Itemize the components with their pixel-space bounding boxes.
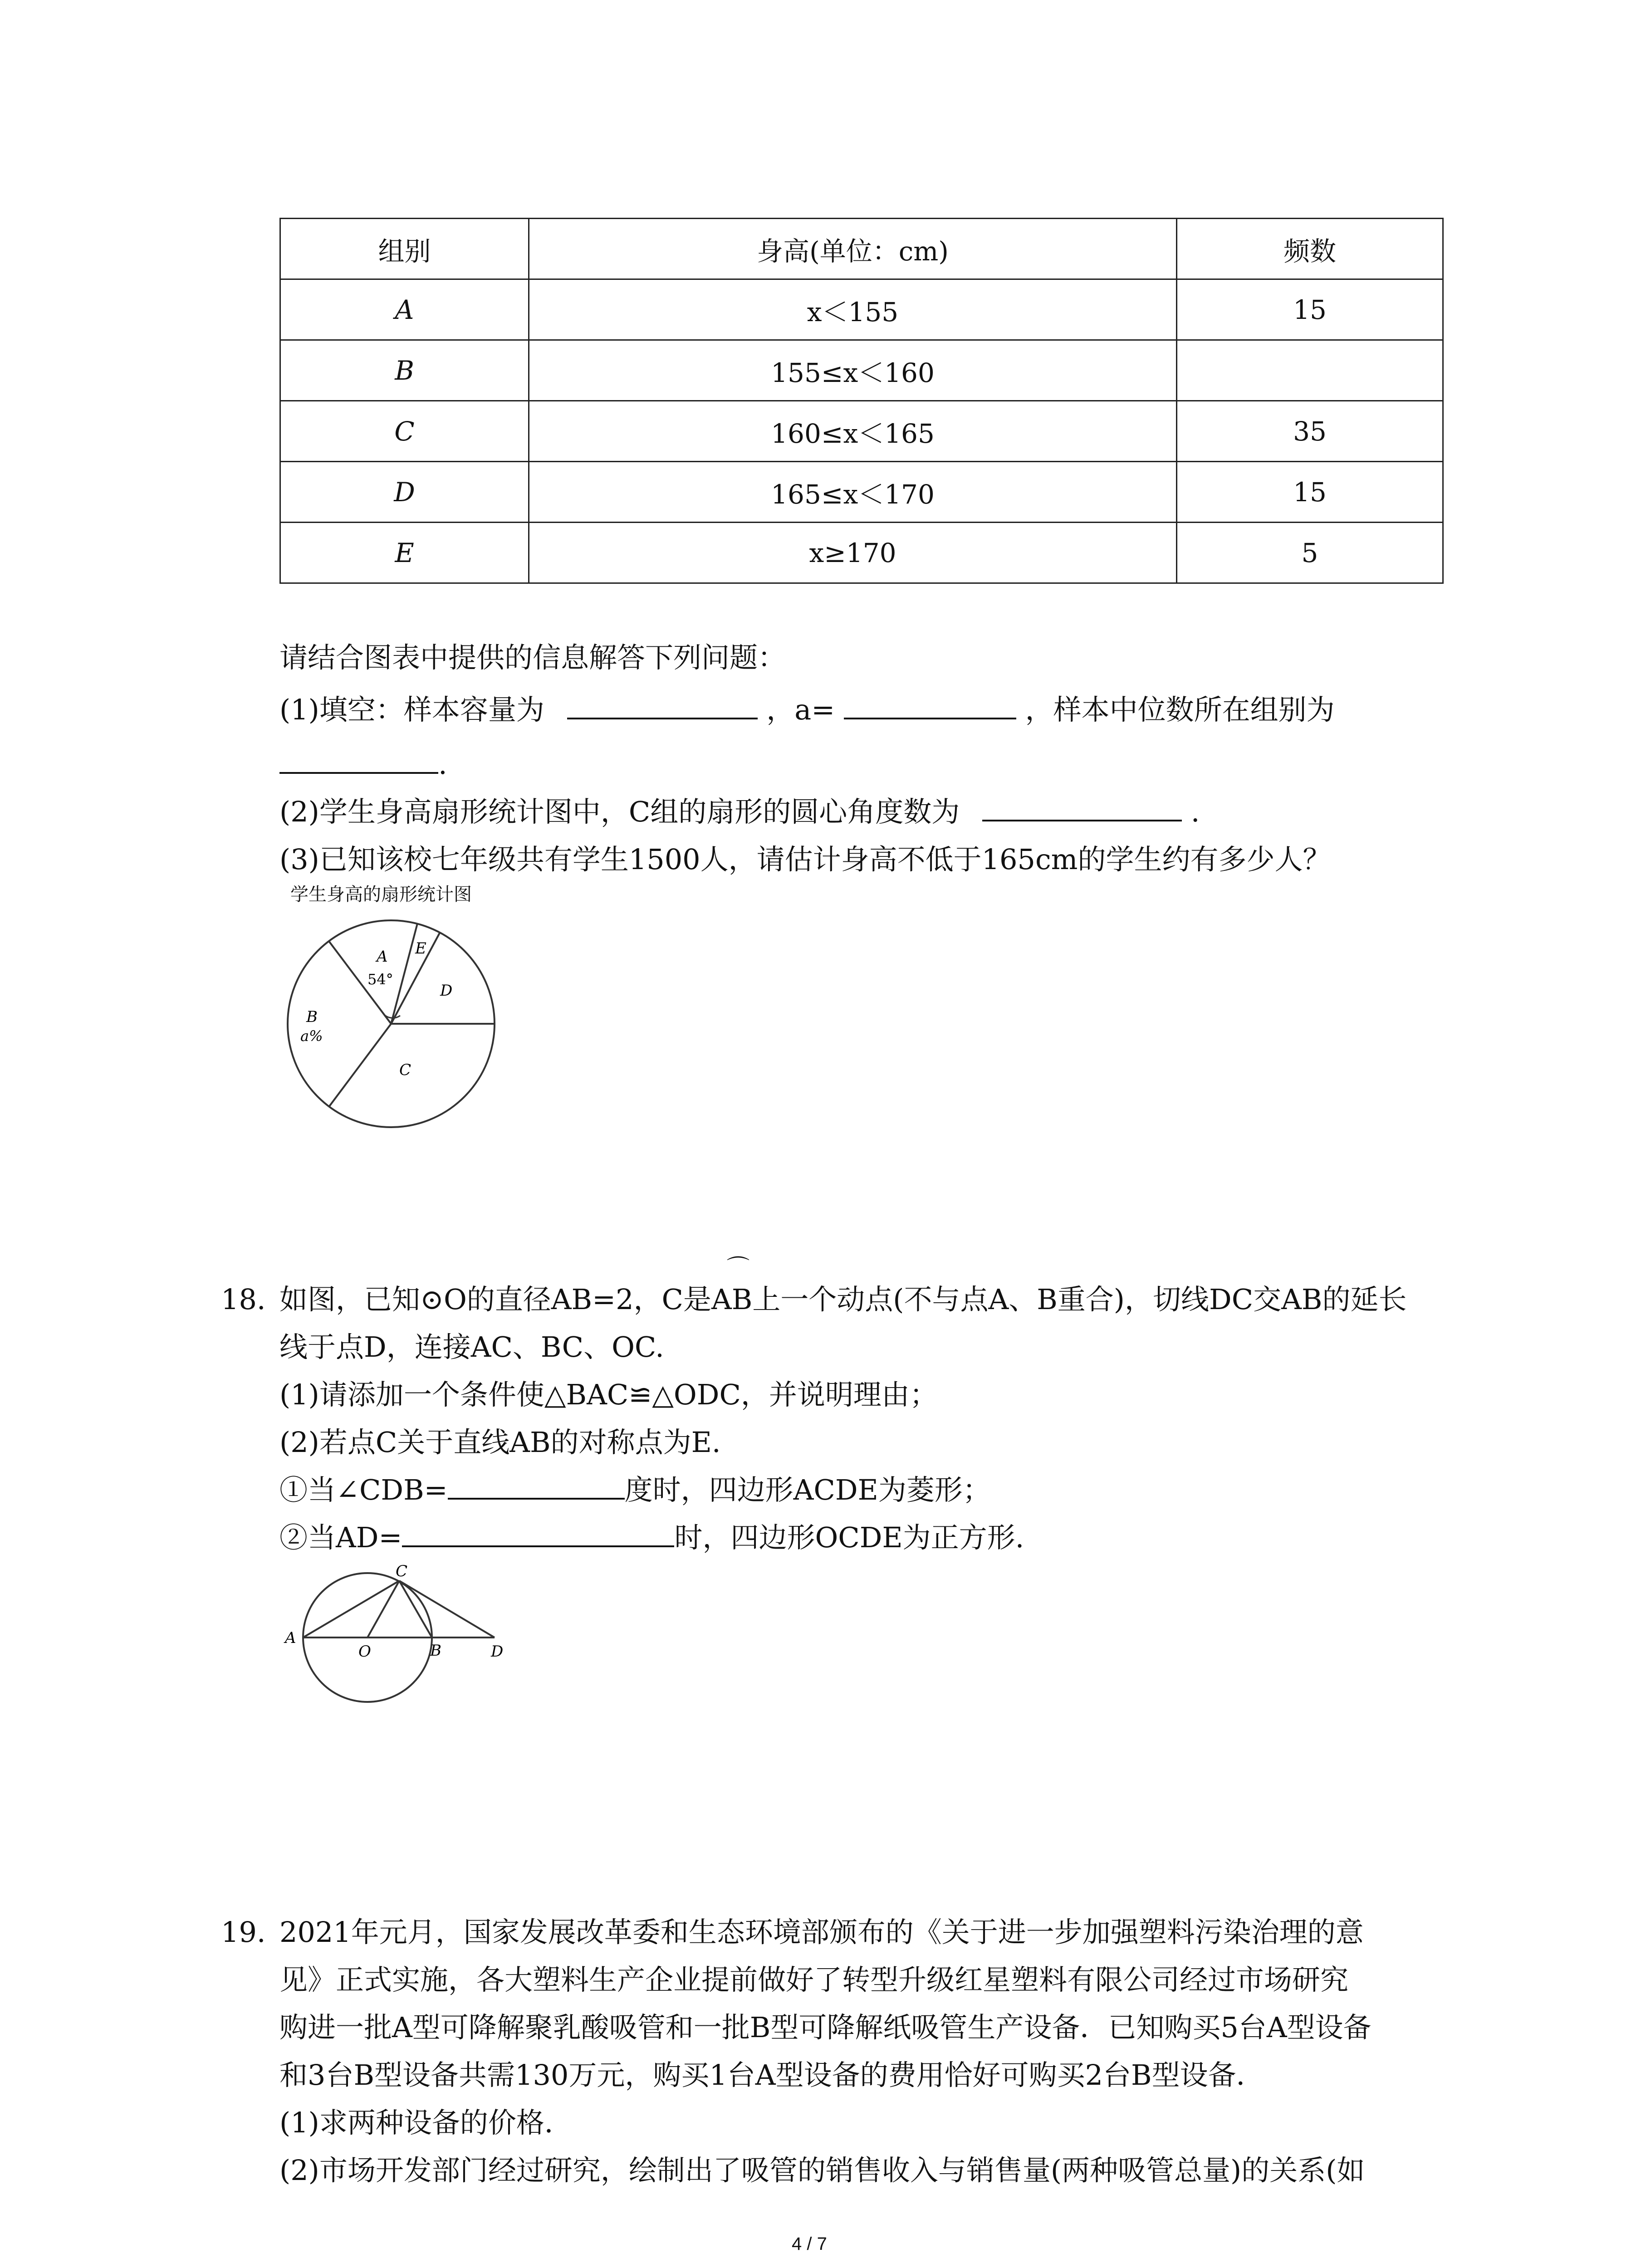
q18-part2a-text-b: 度时，四边形ACDE为菱形； xyxy=(624,1473,991,1506)
pie-label-B: B xyxy=(306,1008,318,1026)
point-label-D: D xyxy=(491,1642,504,1661)
table-cell-group: D xyxy=(280,462,529,523)
q17-part1-text-a: (1)填空：样本容量为 xyxy=(279,693,544,726)
answer-blank-angle-cdb[interactable] xyxy=(448,1471,625,1500)
page-number: 4 / 7 xyxy=(792,2234,827,2254)
arc-symbol: ⌒ xyxy=(727,1255,749,1281)
q18-number: 18. xyxy=(221,1283,266,1316)
q18-part2b-text-a: ②当AD= xyxy=(279,1521,402,1554)
q19-line: 购进一批A型可降解聚乳酸吸管和一批B型可降解纸吸管生产设备．已知购买5台A型设备 xyxy=(279,2011,1372,2044)
table-cell-freq: 5 xyxy=(1177,523,1443,583)
point-label-B: B xyxy=(430,1642,441,1660)
answer-blank-ad[interactable] xyxy=(402,1518,674,1547)
q17-part3: (3)已知该校七年级共有学生1500人，请估计身高不低于165cm的学生约有多少人？ xyxy=(279,843,1331,876)
q19-line: 和3台B型设备共需130万元，购买1台A型设备的费用恰好可购买2台B型设备． xyxy=(279,2058,1264,2092)
q17-intro: 请结合图表中提供的信息解答下列问题： xyxy=(279,641,786,674)
point-label-A: A xyxy=(285,1629,296,1647)
table-cell-range: 155≤x＜160 xyxy=(529,340,1177,401)
q18-part2a-text-a: ①当∠CDB= xyxy=(279,1473,448,1506)
table-cell-group: B xyxy=(280,340,529,401)
q19-line: 2021年元月，国家发展改革委和生态环境部颁布的《关于进一步加强塑料污染治理的意 xyxy=(279,1916,1364,1949)
answer-blank-median-group[interactable] xyxy=(279,745,438,774)
pie-chart xyxy=(272,905,508,1141)
answer-blank-a[interactable] xyxy=(844,690,1016,719)
q17-part1-text-b: ，a= xyxy=(766,693,835,726)
table-header: 身高(单位：cm) xyxy=(529,219,1177,279)
height-frequency-table xyxy=(279,218,1444,584)
q19-line: (2)市场开发部门经过研究，绘制出了吸管的销售收入与销售量(两种吸管总量)的关系(如 xyxy=(279,2154,1365,2187)
table-cell-freq: 15 xyxy=(1177,279,1443,340)
table-cell-freq: 35 xyxy=(1177,401,1443,462)
pie-label-D: D xyxy=(440,982,453,1000)
table-row xyxy=(280,340,1443,401)
q18-line2: 线于点D，连接AC、BC、OC. xyxy=(279,1330,664,1364)
q18-part2b xyxy=(279,1517,1024,1558)
q17-part2-end: . xyxy=(1190,795,1200,828)
table-row xyxy=(280,401,1443,462)
pie-label-E: E xyxy=(415,939,426,958)
answer-blank-angle[interactable] xyxy=(982,792,1182,821)
sector-divider xyxy=(391,924,417,1024)
table-cell-range: x＜155 xyxy=(529,279,1177,340)
q18-part2a xyxy=(279,1470,991,1510)
table-cell-group: C xyxy=(280,401,529,462)
q19-line: 见》正式实施，各大塑料生产企业提前做好了转型升级红星塑料有限公司经过市场研究 xyxy=(279,1963,1349,1996)
table-cell-range: x≥170 xyxy=(529,523,1177,583)
answer-blank-sample-size[interactable] xyxy=(567,690,758,719)
point-label-C: C xyxy=(396,1562,408,1580)
q18-part2: (2)若点C关于直线AB的对称点为E. xyxy=(279,1426,721,1459)
table-cell-group: A xyxy=(280,279,529,340)
pie-label-A: A xyxy=(377,948,388,966)
q17-part1-cont xyxy=(279,744,447,785)
q18-part1: (1)请添加一个条件使△BAC≌△ODC，并说明理由； xyxy=(279,1378,938,1411)
q17-part2 xyxy=(279,792,1200,832)
circle-figure xyxy=(272,1560,526,1710)
pie-chart-title: 学生身高的扇形统计图 xyxy=(290,884,472,905)
q19-number: 19. xyxy=(221,1916,266,1949)
q17-part1 xyxy=(279,689,1335,730)
pie-label-B-pct: a% xyxy=(300,1027,323,1045)
q17-part2-text: (2)学生身高扇形统计图中，C组的扇形的圆心角度数为 xyxy=(279,795,960,828)
table-cell-range: 160≤x＜165 xyxy=(529,401,1177,462)
table-header: 组别 xyxy=(280,219,529,279)
pie-label-A-angle: 54° xyxy=(367,971,393,988)
table-header: 频数 xyxy=(1177,219,1443,279)
q18-line1: 如图，已知⊙O的直径AB=2，C是AB上一个动点(不与点A、B重合)，切线DC交AB的延长 xyxy=(279,1283,1407,1316)
q17-part1-end: . xyxy=(438,748,447,781)
table-cell-range: 165≤x＜170 xyxy=(529,462,1177,523)
sector-divider xyxy=(329,1024,391,1107)
q17-part1-text-c: ，样本中位数所在组别为 xyxy=(1025,693,1335,726)
table-row xyxy=(280,279,1443,340)
line-AC xyxy=(303,1581,399,1637)
table-cell-freq xyxy=(1177,340,1443,401)
table-header-row xyxy=(280,219,1443,279)
table-cell-freq: 15 xyxy=(1177,462,1443,523)
line-DC xyxy=(399,1581,495,1637)
table-cell-group: E xyxy=(280,523,529,583)
q19-line: (1)求两种设备的价格． xyxy=(279,2106,573,2139)
line-BC xyxy=(399,1581,432,1637)
table-row xyxy=(280,523,1443,583)
pie-label-C: C xyxy=(399,1061,411,1079)
table-row xyxy=(280,462,1443,523)
point-label-O: O xyxy=(358,1642,371,1661)
q18-part2b-text-b: 时，四边形OCDE为正方形. xyxy=(674,1521,1024,1554)
